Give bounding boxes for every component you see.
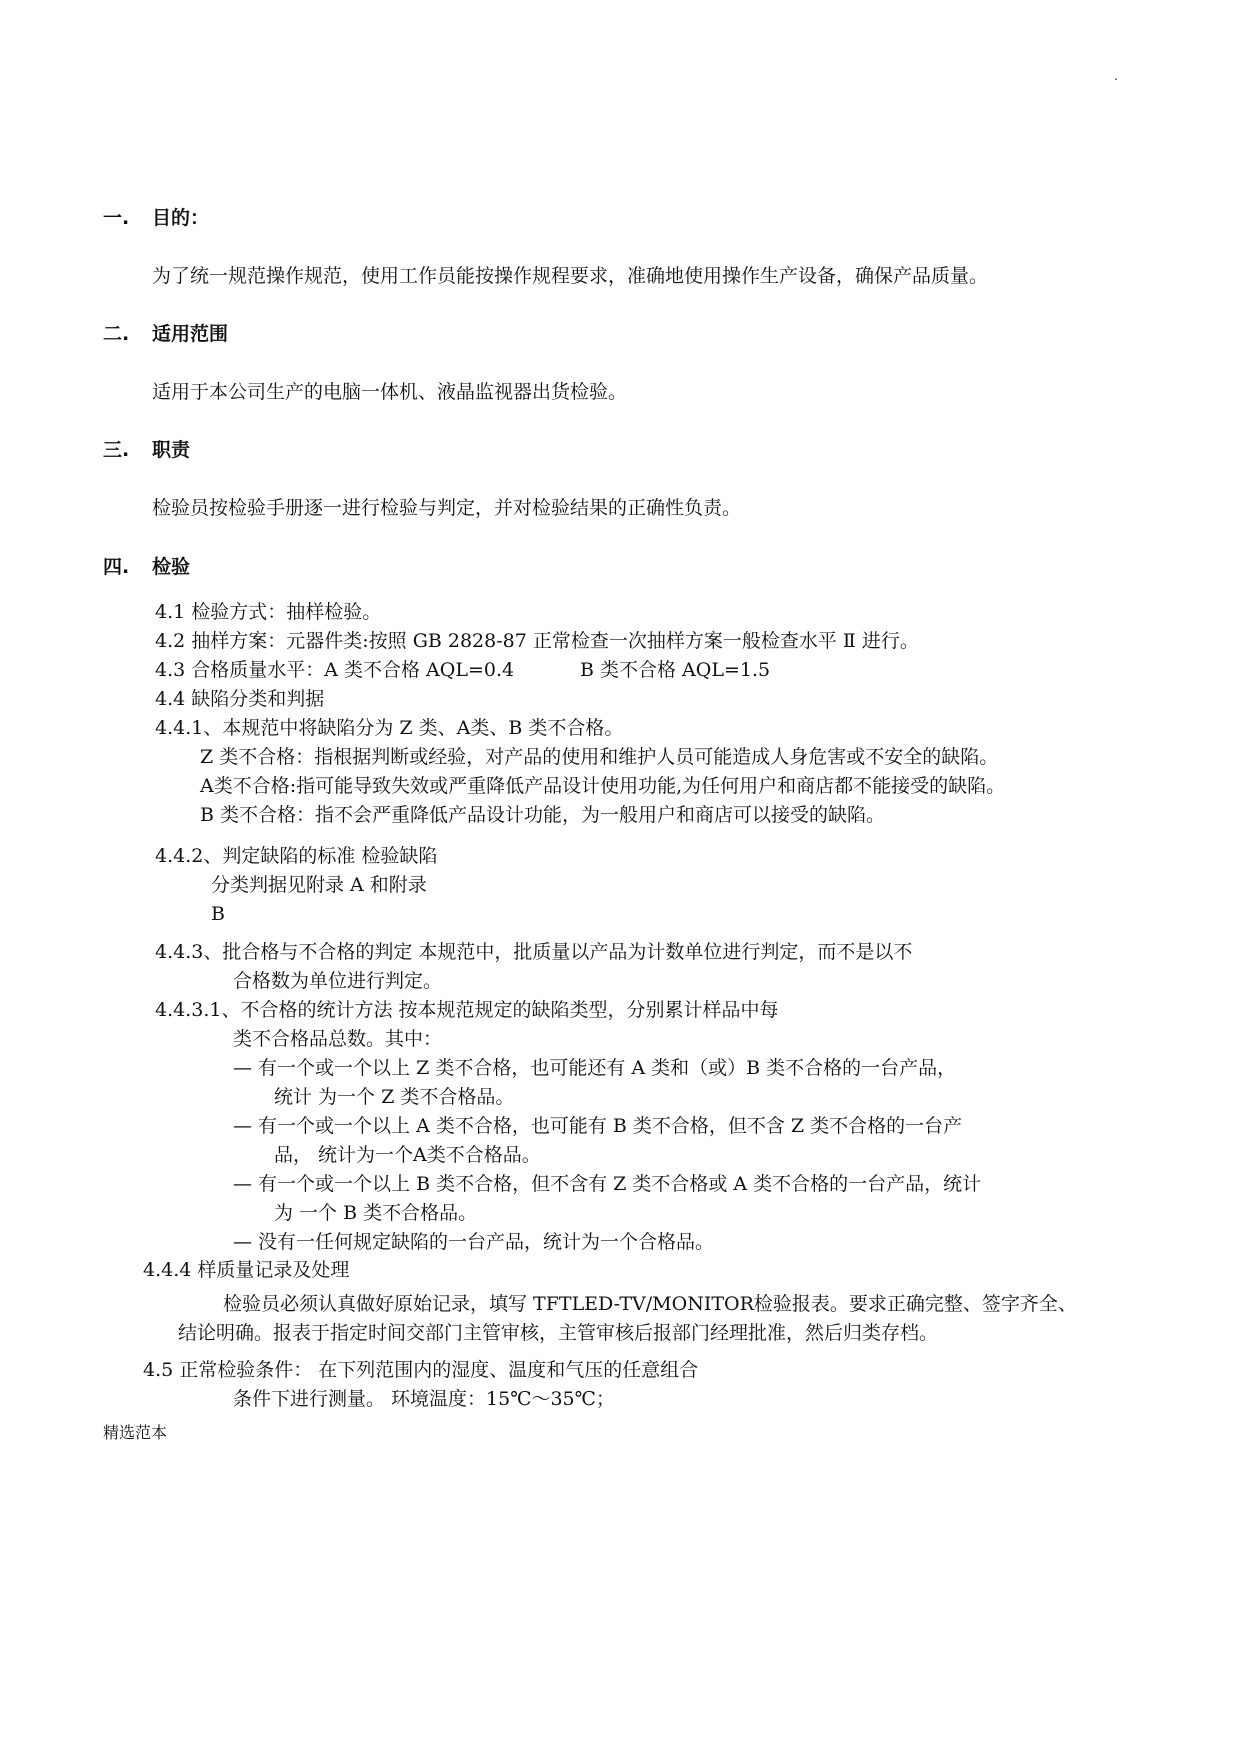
section-3-body: 检验员按检验手册逐一进行检验与判定，并对检验结果的正确性负责。 <box>152 497 742 519</box>
defect-class-a: A类不合格:指可能导致失效或严重降低产品设计使用功能,为任何用户和商店都不能接受的缺陷。 <box>200 775 1006 797</box>
section-1-title: 目的： <box>152 207 210 229</box>
item-4-4-1: 4.4.1、本规范中将缺陷分为 Z 类、A类、B 类不合格。 <box>155 717 624 739</box>
item-4-4-4: 4.4.4 样质量记录及处理 <box>143 1259 350 1281</box>
item-4-4-2-line2: 分类判据见附录 A 和附录 <box>211 874 427 896</box>
item-4-4-4-body-line1: 检验员必须认真做好原始记录，填写 TFTLED-TV/MONITOR检验报表。要求正确完整、签字齐全、 <box>223 1293 1077 1315</box>
item-4-4-3-line1: 4.4.3、批合格与不合格的判定 本规范中，批质量以产品为计数单位进行判定，而不是以不 <box>155 941 913 963</box>
bullet-1-line2: 统计 为一个 Z 类不合格品。 <box>274 1086 515 1108</box>
bullet-3-line1: — 有一个或一个以上 B 类不合格，但不含有 Z 类不合格或 A 类不合格的一台产品，统计 <box>233 1173 982 1195</box>
item-4-3-b: B 类不合格 AQL=1.5 <box>580 659 771 681</box>
defect-class-z: Z 类不合格：指根据判断或经验，对产品的使用和维护人员可能造成人身危害或不安全的缺陷。 <box>200 746 999 768</box>
page-footer: 精选范本 <box>103 1423 168 1442</box>
corner-mark: . <box>1114 69 1118 83</box>
bullet-3-line2: 为 一个 B 类不合格品。 <box>274 1202 478 1224</box>
section-1-number: 一. <box>103 207 130 229</box>
item-4-4-2-line3: B <box>211 903 225 925</box>
section-3-number: 三. <box>103 439 130 461</box>
item-4-4-3-1-line1: 4.4.3.1、不合格的统计方法 按本规范规定的缺陷类型，分别累计样品中每 <box>155 999 779 1021</box>
item-4-3-a: 4.3 合格质量水平：A 类不合格 AQL=0.4 <box>155 659 515 681</box>
section-2-body: 适用于本公司生产的电脑一体机、液晶监视器出货检验。 <box>152 381 628 403</box>
section-2-number: 二. <box>103 323 130 345</box>
item-4-4-2-line1: 4.4.2、判定缺陷的标准 检验缺陷 <box>155 845 438 867</box>
section-2-title: 适用范围 <box>152 323 229 345</box>
section-1-body: 为了统一规范操作规范，使用工作员能按操作规程要求，准确地使用操作生产设备，确保产品质量。 <box>152 265 989 287</box>
bullet-2-line1: — 有一个或一个以上 A 类不合格，也可能有 B 类不合格，但不含 Z 类不合格的一台产 <box>233 1115 963 1137</box>
bullet-1-line1: — 有一个或一个以上 Z 类不合格，也可能还有 A 类和（或）B 类不合格的一台产品， <box>233 1057 957 1079</box>
item-4-5-line1: 4.5 正常检验条件： 在下列范围内的湿度、温度和气压的任意组合 <box>143 1359 699 1381</box>
section-4-title: 检验 <box>152 556 191 578</box>
section-4-number: 四. <box>103 556 130 578</box>
item-4-4-3-1-line2: 类不合格品总数。其中： <box>233 1028 443 1050</box>
item-4-5-line2: 条件下进行测量。 环境温度：15℃～35℃； <box>233 1388 615 1410</box>
item-4-4: 4.4 缺陷分类和判据 <box>155 688 325 710</box>
bullet-4: — 没有一任何规定缺陷的一台产品，统计为一个合格品。 <box>233 1231 715 1253</box>
item-4-2: 4.2 抽样方案：元器件类:按照 GB 2828-87 正常检查一次抽样方案一般检查水平 Ⅱ 进行。 <box>155 630 919 652</box>
item-4-4-3-line2: 合格数为单位进行判定。 <box>233 970 443 992</box>
bullet-2-line2: 品， 统计为一个A类不合格品。 <box>274 1144 541 1166</box>
defect-class-b: B 类不合格：指不会严重降低产品设计功能，为一般用户和商店可以接受的缺陷。 <box>200 804 886 826</box>
item-4-1: 4.1 检验方式：抽样检验。 <box>155 601 382 623</box>
item-4-4-4-body-line2: 结论明确。报表于指定时间交部门主管审核，主管审核后报部门经理批准，然后归类存档。 <box>178 1322 939 1344</box>
section-3-title: 职责 <box>152 439 191 461</box>
